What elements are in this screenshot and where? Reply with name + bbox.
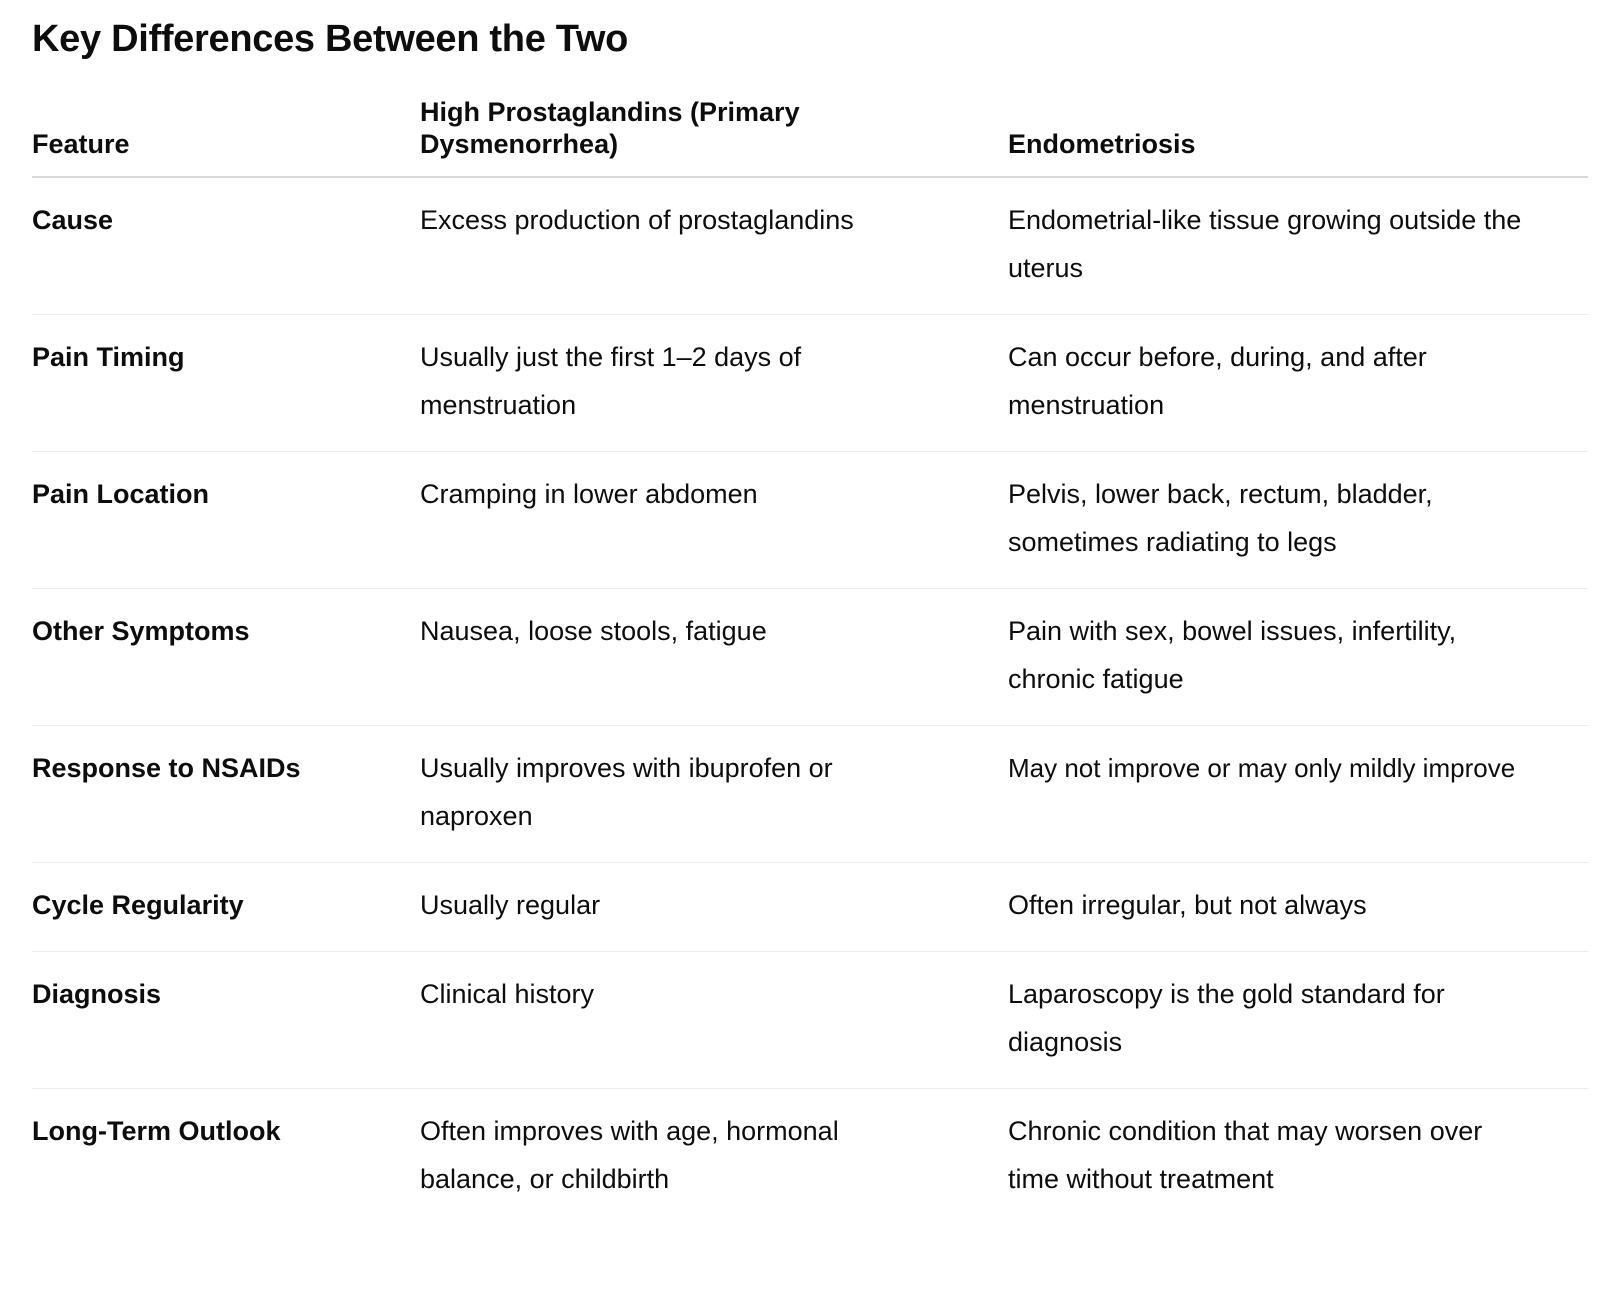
table-row (32, 315, 1588, 452)
feature-cell: Pain Location (32, 452, 420, 589)
endometriosis-cell: Pelvis, lower back, rectum, bladder, sometimes radiating to legs (1008, 452, 1588, 589)
table-row (32, 863, 1588, 952)
prostaglandins-cell: Often improves with age, hormonal balance, or childbirth (420, 1116, 839, 1194)
prostaglandins-cell: Usually improves with ibuprofen or naproxen (420, 726, 1008, 863)
feature-cell: Long-Term Outlook (32, 1116, 281, 1146)
endometriosis-cell: Pain with sex, bowel issues, infertility, chronic fatigue (1008, 589, 1588, 726)
endometriosis-cell: Chronic condition that may worsen over time without treatment (1008, 1116, 1483, 1194)
column-header-endometriosis: Endometriosis (1008, 96, 1588, 177)
endometriosis-cell: May not improve or may only mildly improve (1008, 726, 1588, 863)
endometriosis-cell: Laparoscopy is the gold standard for diagnosis (1008, 952, 1588, 1089)
comparison-table (32, 96, 1588, 1225)
column-header-prostaglandins: High Prostaglandins (Primary Dysmenorrhea) (420, 96, 1008, 177)
feature-cell: Pain Timing (32, 315, 420, 452)
prostaglandins-cell: Excess production of prostaglandins (420, 177, 1008, 315)
column-header-feature: Feature (32, 96, 420, 177)
endometriosis-cell: Often irregular, but not always (1008, 863, 1588, 952)
table-row (32, 452, 1588, 589)
prostaglandins-cell: Usually just the first 1–2 days of menstruation (420, 315, 1008, 452)
endometriosis-cell: Endometrial-like tissue growing outside the uterus (1008, 177, 1588, 315)
table-header-row (32, 96, 1588, 177)
prostaglandins-cell: Clinical history (420, 952, 1008, 1089)
endometriosis-cell: Can occur before, during, and after menstruation (1008, 315, 1588, 452)
table-row (32, 726, 1588, 863)
table-row (32, 589, 1588, 726)
feature-cell: Response to NSAIDs (32, 726, 420, 863)
table-row (32, 952, 1588, 1089)
page-title: Key Differences Between the Two (32, 18, 629, 60)
table-row (32, 177, 1588, 315)
feature-cell: Other Symptoms (32, 589, 420, 726)
prostaglandins-cell: Cramping in lower abdomen (420, 452, 1008, 589)
feature-cell: Cycle Regularity (32, 863, 420, 952)
table-row (32, 1089, 1588, 1226)
prostaglandins-cell: Nausea, loose stools, fatigue (420, 589, 1008, 726)
feature-cell: Diagnosis (32, 952, 420, 1089)
feature-cell: Cause (32, 177, 420, 315)
prostaglandins-cell: Usually regular (420, 863, 1008, 952)
